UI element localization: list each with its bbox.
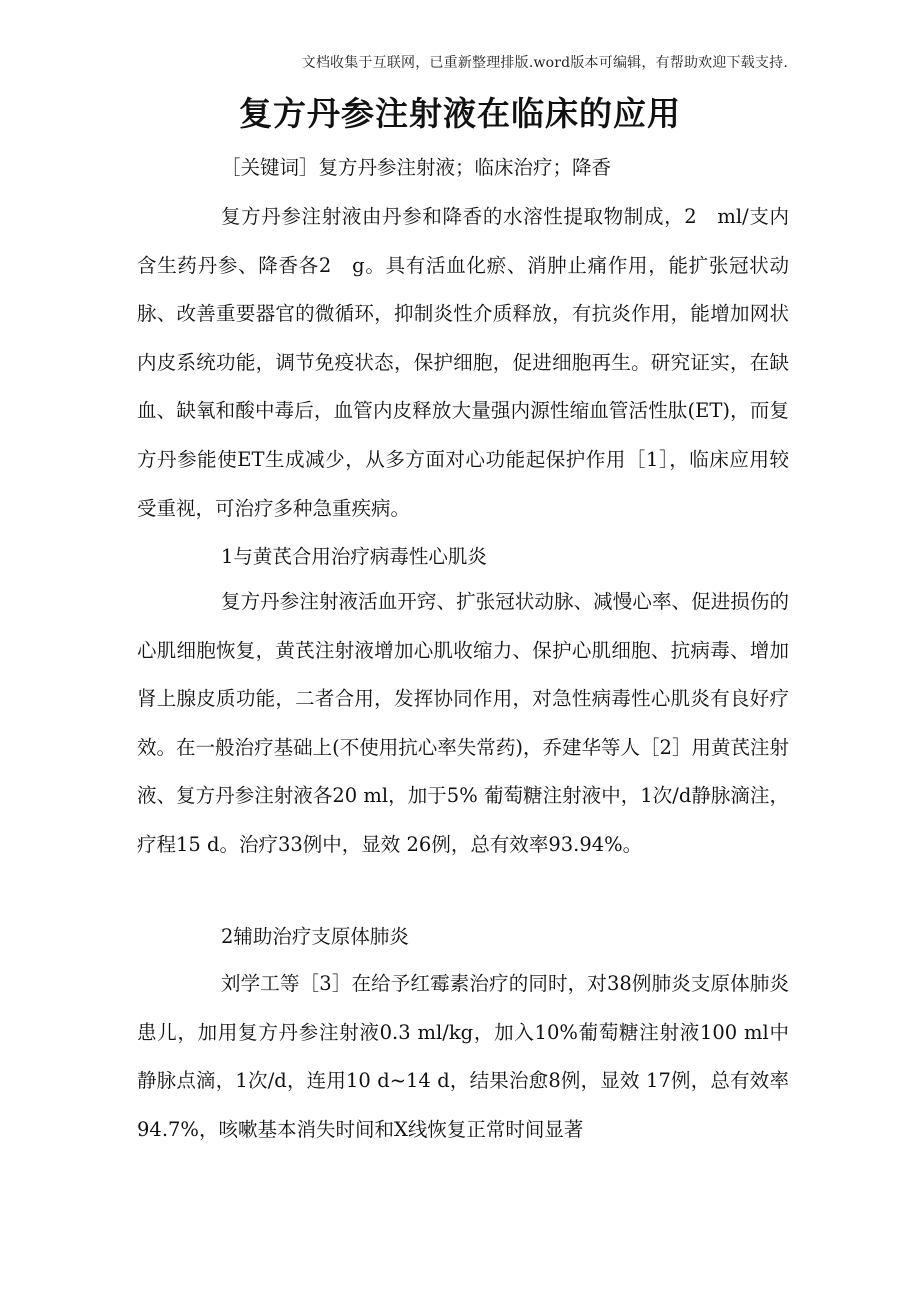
paragraph-intro: [137, 193, 789, 533]
keywords-line: ［关键词］复方丹参注射液；临床治疗；降香: [221, 156, 612, 179]
section-heading-1: [137, 533, 789, 582]
page-title: 复方丹参注射液在临床的应用: [239, 94, 681, 133]
paragraph-mycoplasma: [137, 960, 789, 1154]
header-note: 文档收集于互联网，已重新整理排版.word版本可编辑，有帮助欢迎下载支持.: [301, 55, 788, 71]
paragraph-text: 复方丹参注射液由丹参和降香的水溶性提取物制成，2 ml/支内含生药丹参、降香各2 g。具有活血化瘀、消肿止痛作用，能扩张冠状动脉、改善重要器官的微循环，抑制炎性介质释放，有抗炎作用，能增加网状内皮系统功能，调节免疫状态，保护细胞，促进细胞再生。研究证实，在缺血、缺氧和酸中毒后，血管内皮释放大量强内源性缩血管活性肽(ET)，而复方丹参能使ET生成减少，从多方面对心功能起保护作用［1］，临床应用较受重视，可治疗多种急重疾病。: [137, 205, 789, 520]
section-heading-text: 2辅助治疗支原体肺炎: [221, 925, 409, 948]
section-heading-2: [137, 913, 789, 962]
paragraph-text: 刘学工等［3］在给予红霉素治疗的同时，对38例肺炎支原体肺炎患儿，加用复方丹参注射液0.3 ml/kg，加入10%葡萄糖注射液100 ml中静脉点滴，1次/d，连用10 d~14 d，结果治愈8例，显效 17例，总有效率94.7%，咳嗽基本消失时间和X线恢复正常时间显著: [137, 972, 789, 1141]
paragraph-text: 复方丹参注射液活血开窍、扩张冠状动脉、减慢心率、促进损伤的心肌细胞恢复，黄芪注射液增加心肌收缩力、保护心肌细胞、抗病毒、增加肾上腺皮质功能，二者合用，发挥协同作用，对急性病毒性心肌炎有良好疗效。在一般治疗基础上(不使用抗心率失常药)，乔建华等人［2］用黄芪注射液、复方丹参注射液各20 ml，加于5% 葡萄糖注射液中，1次/d静脉滴注，疗程15 d。治疗33例中，显效 26例，总有效率93.94%。: [137, 590, 789, 856]
section-heading-text: 1与黄芪合用治疗病毒性心肌炎: [221, 545, 487, 568]
paragraph-myocarditis: [137, 578, 789, 870]
